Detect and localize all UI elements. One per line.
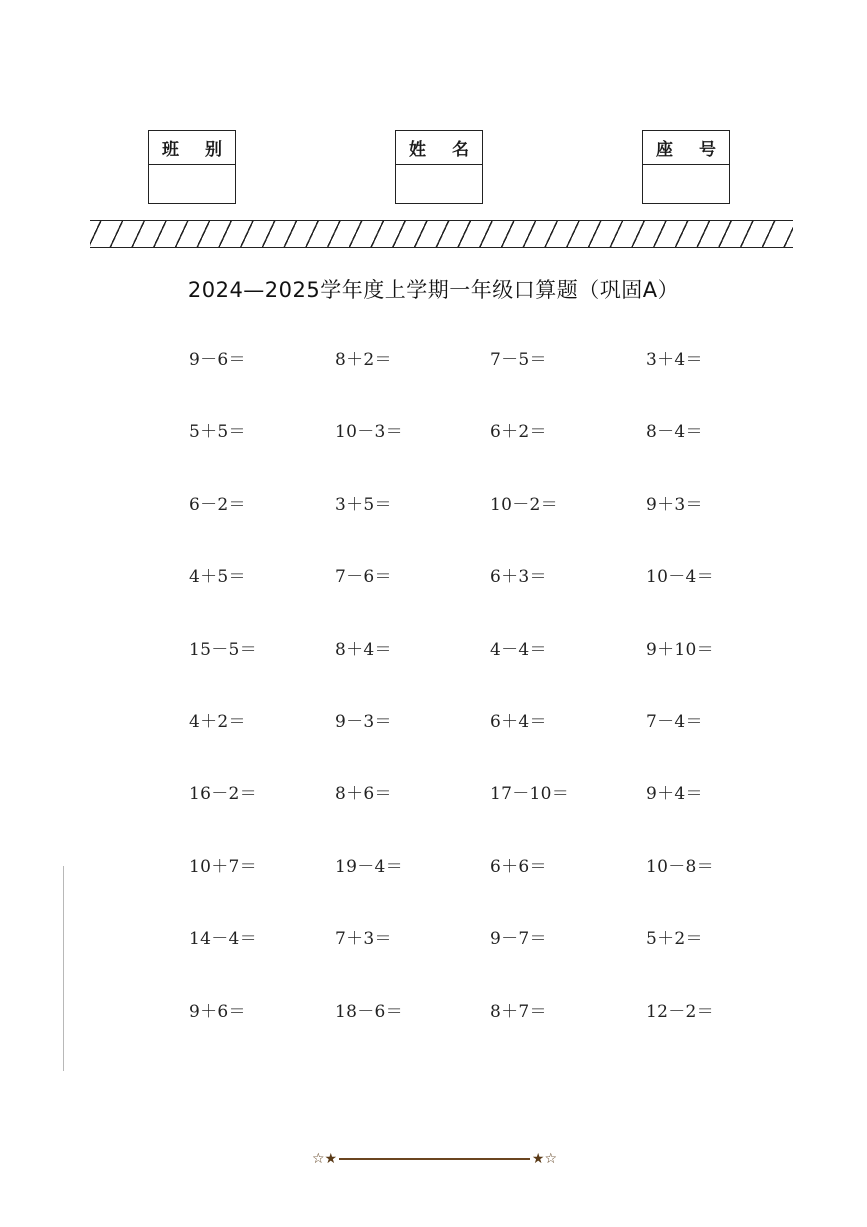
problem-r7-c2: 8＋6＝ (335, 784, 392, 804)
problem-r9-c1: 14－4＝ (189, 929, 257, 949)
seat-label: 座 号 (643, 131, 729, 165)
problem-r4-c4: 10－4＝ (646, 567, 714, 587)
problem-r5-c2: 8＋4＝ (335, 640, 392, 660)
name-input[interactable] (396, 165, 482, 203)
problem-r6-c2: 9－3＝ (335, 712, 392, 732)
seat-field (642, 130, 730, 204)
margin-line (63, 866, 64, 1071)
problem-r5-c1: 15－5＝ (189, 640, 257, 660)
problem-r10-c1: 9＋6＝ (189, 1002, 246, 1022)
problem-r7-c4: 9＋4＝ (646, 784, 703, 804)
problem-r6-c3: 6＋4＝ (490, 712, 547, 732)
problem-r5-c3: 4－4＝ (490, 640, 547, 660)
problem-r1-c1: 9－6＝ (189, 350, 246, 370)
problem-r1-c2: 8＋2＝ (335, 350, 392, 370)
problem-r8-c1: 10＋7＝ (189, 857, 257, 877)
problem-r10-c4: 12－2＝ (646, 1002, 714, 1022)
class-field (148, 130, 236, 204)
problem-r8-c3: 6＋6＝ (490, 857, 547, 877)
problem-r10-c2: 18－6＝ (335, 1002, 403, 1022)
problem-r10-c3: 8＋7＝ (490, 1002, 547, 1022)
name-label: 姓 名 (396, 131, 482, 165)
problem-r4-c2: 7－6＝ (335, 567, 392, 587)
problem-r3-c1: 6－2＝ (189, 495, 246, 515)
problem-r1-c3: 7－5＝ (490, 350, 547, 370)
class-label: 班 别 (149, 131, 235, 165)
footer-left-stars-icon: ☆★ (312, 1151, 338, 1167)
problem-r2-c2: 10－3＝ (335, 422, 403, 442)
problem-r4-c3: 6＋3＝ (490, 567, 547, 587)
problem-r9-c2: 7＋3＝ (335, 929, 392, 949)
problem-r5-c4: 9＋10＝ (646, 640, 714, 660)
class-input[interactable] (149, 165, 235, 203)
footer-ornament (312, 1149, 557, 1169)
worksheet-title: 2024—2025学年度上学期一年级口算题（巩固A） (187, 278, 680, 302)
problem-r4-c1: 4＋5＝ (189, 567, 246, 587)
problem-r2-c3: 6＋2＝ (490, 422, 547, 442)
problem-r8-c2: 19－4＝ (335, 857, 403, 877)
seat-input[interactable] (643, 165, 729, 203)
problem-r3-c4: 9＋3＝ (646, 495, 703, 515)
footer-right-stars-icon: ★☆ (531, 1151, 557, 1167)
problem-r1-c4: 3＋4＝ (646, 350, 703, 370)
problem-r6-c1: 4＋2＝ (189, 712, 246, 732)
hatched-divider (90, 220, 793, 248)
problem-r7-c3: 17－10＝ (490, 784, 570, 804)
problem-r8-c4: 10－8＝ (646, 857, 714, 877)
problem-r9-c3: 9－7＝ (490, 929, 547, 949)
problem-r2-c4: 8－4＝ (646, 422, 703, 442)
footer-rule (339, 1158, 530, 1160)
problem-r2-c1: 5＋5＝ (189, 422, 246, 442)
problem-r3-c3: 10－2＝ (490, 495, 558, 515)
name-field (395, 130, 483, 204)
problem-r6-c4: 7－4＝ (646, 712, 703, 732)
problem-r9-c4: 5＋2＝ (646, 929, 703, 949)
problem-r3-c2: 3＋5＝ (335, 495, 392, 515)
problem-r7-c1: 16－2＝ (189, 784, 257, 804)
